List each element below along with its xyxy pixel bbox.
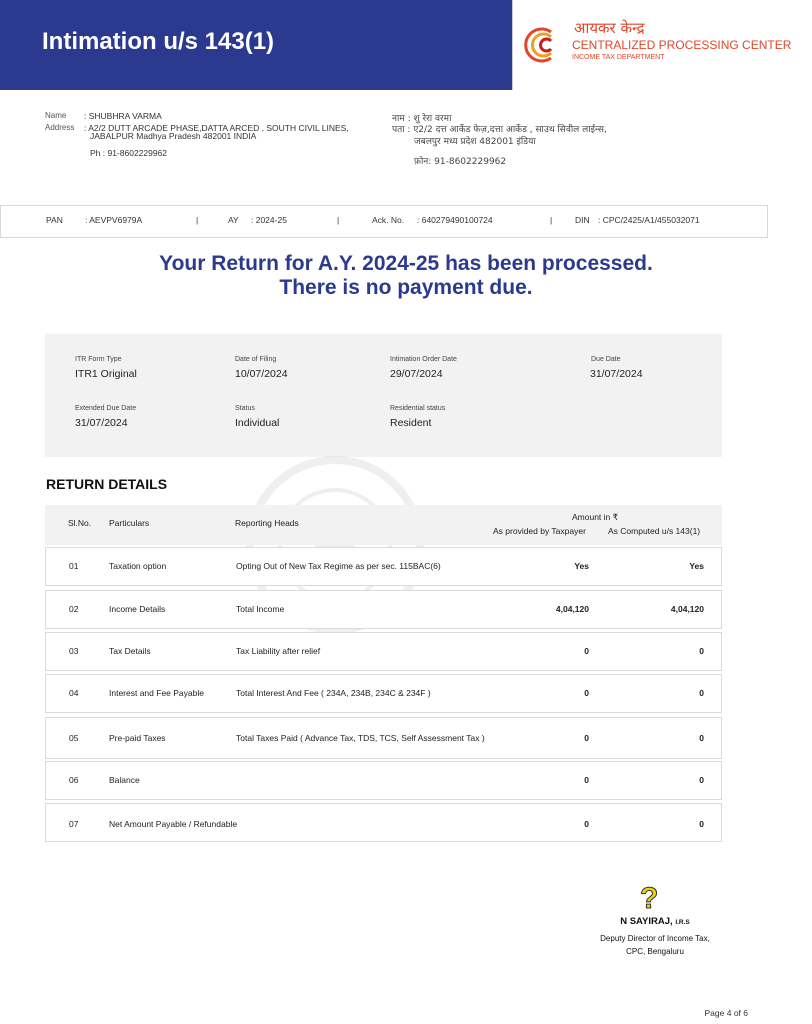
row-slno: 05 [69,733,79,743]
row-head: Total Income [236,604,285,614]
row-slno: 03 [69,646,79,656]
identifiers-bar [0,205,768,238]
col-particulars: Particulars [109,518,150,528]
due-date-label: Due Date [591,356,621,363]
row-particular: Pre-paid Taxes [109,733,166,743]
table-row [45,717,722,759]
table-row [45,632,722,671]
message-line-1: Your Return for A.Y. 2024-25 has been processed. [159,252,653,275]
table-row [45,803,722,842]
row-slno: 01 [69,561,79,571]
row-slno: 04 [69,688,79,698]
status-value: Individual [235,417,280,429]
row-particular: Tax Details [109,646,151,656]
extended-due-date-value: 31/07/2024 [75,417,128,429]
din-label: DIN [575,215,590,225]
separator: | [337,215,340,225]
row-particular: Interest and Fee Payable [109,688,204,698]
col-amount: Amount in ₹ [572,512,619,522]
row-taxpayer-value: 4,04,120 [555,604,589,614]
row-head: Tax Liability after relief [236,646,321,656]
col-as-computed: As Computed u/s 143(1) [608,526,701,536]
page-title: Intimation u/s 143(1) [42,28,275,55]
separator: | [196,215,199,225]
page-number: Page 4 of 6 [704,1008,748,1018]
hindi-phone: फ़ोन: 91-8602229962 [414,157,507,167]
extended-due-date-label: Extended Due Date [75,405,137,412]
col-reporting-heads: Reporting Heads [235,518,299,528]
itr-form-type-value: ITR1 Original [75,368,137,380]
ack-label: Ack. No. [372,215,405,225]
row-particular: Net Amount Payable / Refundable [109,819,238,829]
row-taxpayer-value: 0 [584,688,589,698]
intimation-date-value: 29/07/2024 [390,368,443,380]
row-computed-value: 0 [699,688,704,698]
return-info-panel [45,334,722,457]
row-particular: Taxation option [109,561,167,571]
address-line-1: : A2/2 DUTT ARCADE PHASE,DATTA ARCED , SOUTH CIVIL LINES, [84,123,349,133]
pan-label: PAN [46,215,63,225]
signature-mark: ? [640,882,659,915]
row-taxpayer-value: 0 [584,819,589,829]
table-header [45,505,722,545]
signatory-place: CPC, Bengaluru [626,947,684,956]
table-row [45,547,722,586]
signatory-name-text: N SAYIRAJ, [620,916,673,927]
cpc-logo-icon [521,22,569,66]
separator: | [550,215,553,225]
ay-label: AY [228,215,239,225]
row-computed-value: 0 [699,819,704,829]
pan-value: : AEVPV6979A [85,215,143,225]
ack-value: : 640279490100724 [417,215,493,225]
hindi-address-2: जबलपुर मध्य प्रदेश 482001 इंडिया [414,137,536,147]
message-line-2: There is no payment due. [279,276,533,299]
address-line-2: JABALPUR Madhya Pradesh 482001 INDIA [90,131,257,141]
row-head: Opting Out of New Tax Regime as per sec. 115BAC(6) [236,561,441,571]
logo-hindi-text: आयकर केन्द्र [574,19,645,37]
due-date-value: 31/07/2024 [590,368,643,380]
ay-value: : 2024-25 [251,215,287,225]
hindi-address-1: पता : ए2/2 दत्त आर्केड फेज़,दत्ता आर्केड , साउथ सिवील लाईन्स, [392,125,607,135]
row-particular: Income Details [109,604,166,614]
residential-status-value: Resident [390,417,432,429]
row-computed-value: 0 [699,775,704,785]
row-particular: Balance [109,775,140,785]
date-of-filing-label: Date of Filing [235,356,277,363]
signatory-name [580,916,730,927]
row-taxpayer-value: 0 [584,646,589,656]
row-slno: 07 [69,819,79,829]
residential-status-label: Residential status [390,405,446,412]
phone-number: Ph : 91-8602229962 [90,148,168,158]
row-computed-value: 0 [699,646,704,656]
itr-form-type-label: ITR Form Type [75,356,122,363]
table-row [45,761,722,800]
din-value: : CPC/2425/A1/455032071 [598,215,700,225]
return-details-title: RETURN DETAILS [46,476,168,492]
row-slno: 02 [69,604,79,614]
date-of-filing-value: 10/07/2024 [235,368,288,380]
hindi-name: नाम : शु रेरा वरमा [392,114,452,124]
row-taxpayer-value: 0 [584,733,589,743]
row-computed-value: 0 [699,733,704,743]
row-head: Total Interest And Fee ( 234A, 234B, 234C & 234F ) [236,688,431,698]
row-taxpayer-value: 0 [584,775,589,785]
col-as-provided: As provided by Taxpayer [493,526,586,536]
table-row [45,590,722,629]
intimation-date-label: Intimation Order Date [390,356,457,363]
name-value: : SHUBHRA VARMA [84,111,162,121]
processed-message [0,252,812,300]
logo-main-text: CENTRALIZED PROCESSING CENTER [572,38,792,52]
logo-sub-text: INCOME TAX DEPARTMENT [572,54,665,61]
address-label: Address [45,123,75,132]
row-computed-value: 4,04,120 [670,604,704,614]
name-label: Name [45,111,67,120]
signatory-suffix: I.R.S [675,919,690,926]
row-slno: 06 [69,775,79,785]
col-slno: Sl.No. [68,518,92,528]
row-taxpayer-value: Yes [574,561,589,571]
row-head: Total Taxes Paid ( Advance Tax, TDS, TCS, Self Assessment Tax ) [236,733,485,743]
status-label: Status [235,405,255,412]
cpc-logo [512,0,792,90]
table-row [45,674,722,713]
row-computed-value: Yes [689,561,704,571]
signatory-designation: Deputy Director of Income Tax, [600,934,710,943]
